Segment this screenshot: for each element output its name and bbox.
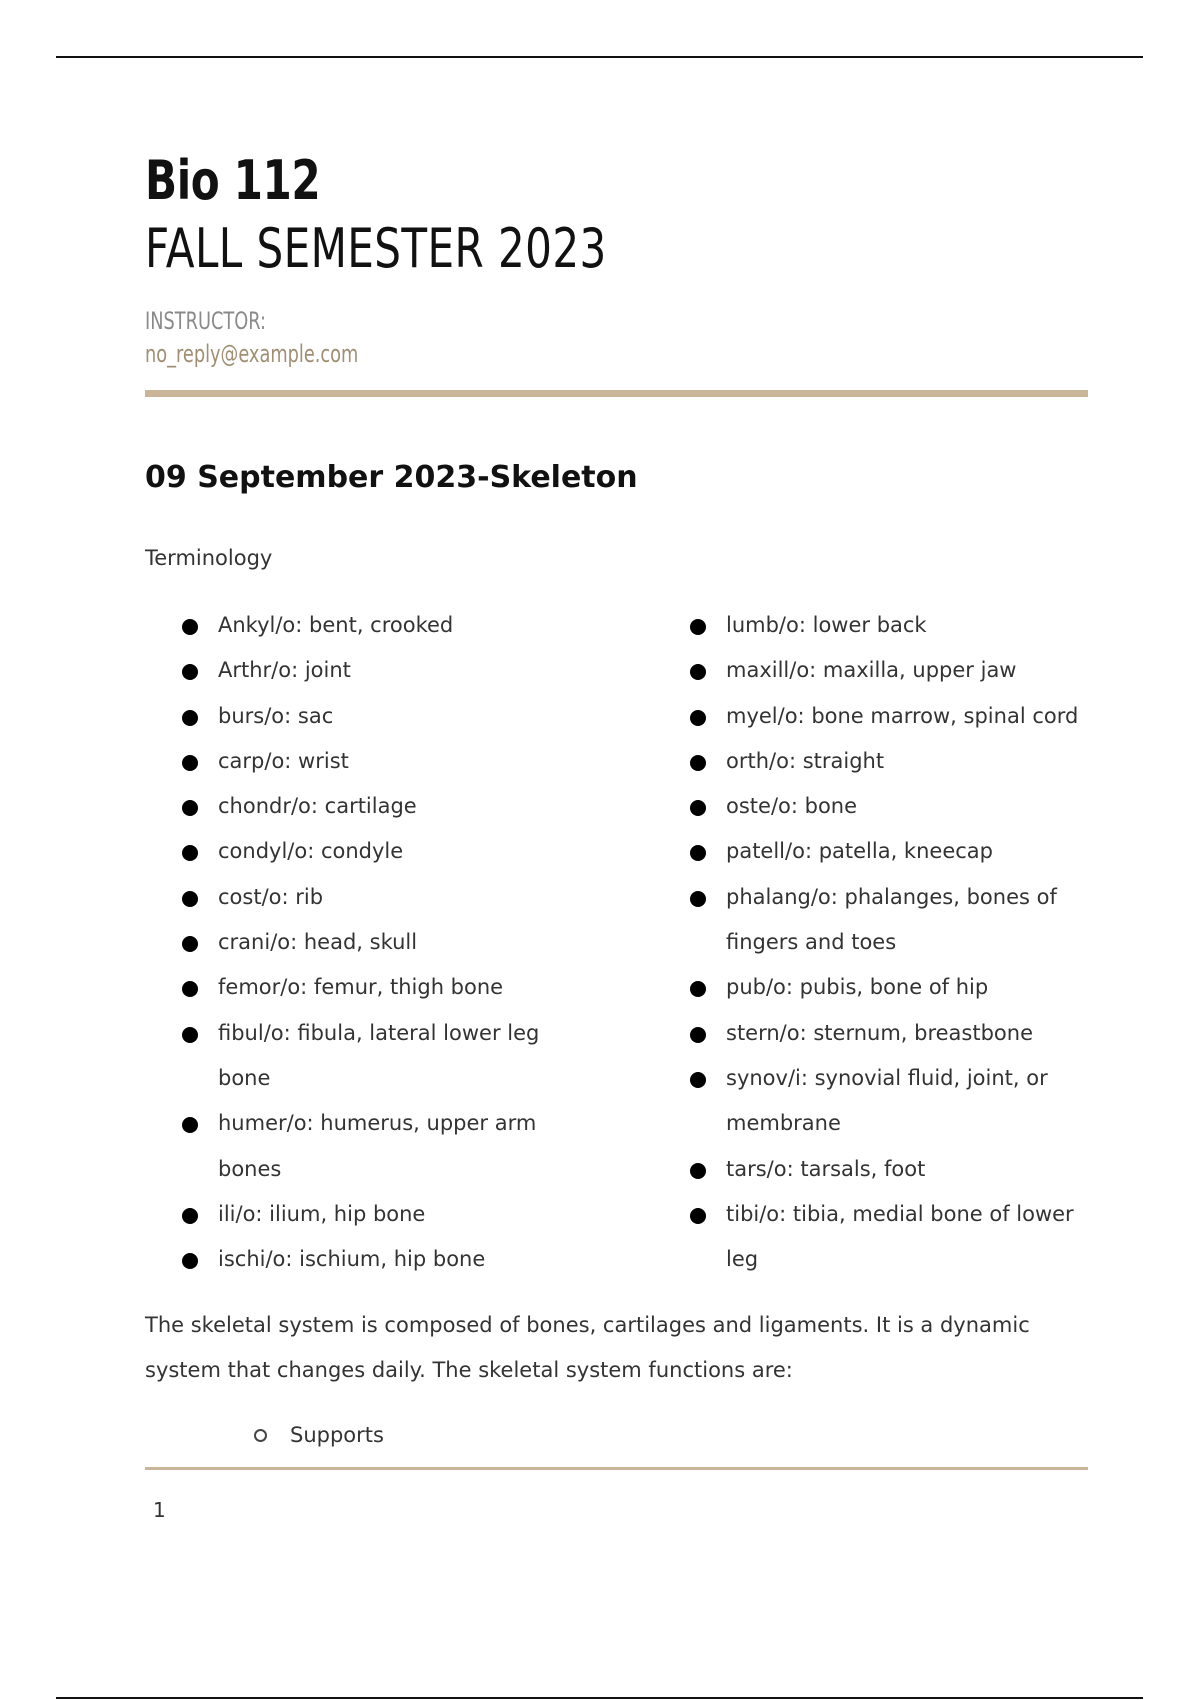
instructor-label: INSTRUCTOR: <box>145 307 266 335</box>
term-text: pub/o: pubis, bone of hip <box>726 975 989 1000</box>
list-item <box>182 784 542 829</box>
term-text: myel/o: bone marrow, spinal cord <box>726 703 1079 728</box>
skeletal-system-paragraph: The skeletal system is composed of bones, cartilages and ligaments. It is a dynamic system that changes daily. The skeletal system functions are: <box>145 1313 1030 1382</box>
bullet-icon <box>690 755 706 771</box>
instructor-block <box>145 305 358 371</box>
list-item <box>182 1101 542 1192</box>
list-item <box>254 1413 384 1458</box>
term-text: tars/o: tarsals, foot <box>726 1156 926 1181</box>
bullet-icon <box>690 710 706 726</box>
terminology-heading: Terminology <box>145 546 273 570</box>
list-item <box>690 1147 1090 1192</box>
bullet-icon <box>690 891 706 907</box>
bullet-icon <box>690 619 706 635</box>
term-text: ischi/o: ischium, hip bone <box>218 1247 486 1272</box>
bullet-icon <box>182 619 198 635</box>
list-item <box>690 875 1090 966</box>
bullet-icon <box>182 981 198 997</box>
term-text: tibi/o: tibia, medial bone of lower leg <box>726 1201 1074 1272</box>
list-item <box>690 1056 1090 1147</box>
term-text: carp/o: wrist <box>218 748 349 773</box>
footer-accent-rule <box>145 1467 1088 1470</box>
hollow-bullet-icon <box>254 1429 267 1442</box>
bullet-icon <box>690 845 706 861</box>
term-text: synov/i: synovial fluid, joint, or membrane <box>726 1065 1048 1136</box>
bullet-icon <box>182 755 198 771</box>
list-item <box>182 1011 542 1102</box>
list-item <box>182 648 542 693</box>
function-text: Supports <box>290 1423 384 1447</box>
list-item <box>182 1237 542 1282</box>
bullet-icon <box>690 1072 706 1088</box>
term-text: cost/o: rib <box>218 884 324 909</box>
bullet-icon <box>690 1208 706 1224</box>
list-item <box>182 875 542 920</box>
bullet-icon <box>690 1163 706 1179</box>
list-item <box>690 694 1090 739</box>
course-title: Bio 112 <box>145 149 321 212</box>
term-text: femor/o: femur, thigh bone <box>218 975 504 1000</box>
term-text: stern/o: sternum, breastbone <box>726 1020 1034 1045</box>
term-text: condyl/o: condyle <box>218 839 404 864</box>
terminology-list-left <box>182 603 542 1282</box>
list-item <box>182 603 542 648</box>
list-item <box>182 920 542 965</box>
list-item <box>690 603 1090 648</box>
bullet-icon <box>690 1027 706 1043</box>
page-number: 1 <box>153 1498 166 1522</box>
list-item <box>690 784 1090 829</box>
list-item <box>690 1192 1090 1283</box>
term-text: orth/o: straight <box>726 748 885 773</box>
semester-title: FALL SEMESTER 2023 <box>145 217 607 280</box>
list-item <box>690 965 1090 1010</box>
list-item <box>182 829 542 874</box>
term-text: oste/o: bone <box>726 794 858 819</box>
term-text: burs/o: sac <box>218 703 334 728</box>
list-item <box>690 648 1090 693</box>
list-item <box>182 694 542 739</box>
header-accent-rule <box>145 390 1088 397</box>
bullet-icon <box>182 710 198 726</box>
page-bottom-rule <box>56 1697 1143 1699</box>
bullet-icon <box>182 936 198 952</box>
bullet-icon <box>182 891 198 907</box>
list-item <box>182 965 542 1010</box>
list-item <box>690 829 1090 874</box>
list-item <box>182 739 542 784</box>
term-text: Ankyl/o: bent, crooked <box>218 613 454 637</box>
list-item <box>182 1192 542 1237</box>
bullet-icon <box>182 1253 198 1269</box>
bullet-icon <box>182 1117 198 1133</box>
list-item <box>690 1011 1090 1056</box>
term-text: Arthr/o: joint <box>218 658 351 683</box>
document-title <box>145 148 607 284</box>
term-text: patell/o: patella, kneecap <box>726 839 993 864</box>
section-heading: 09 September 2023-Skeleton <box>145 460 638 495</box>
instructor-email: no_reply@example.com <box>145 340 359 368</box>
functions-list <box>254 1413 384 1458</box>
term-text: chondr/o: cartilage <box>218 794 417 819</box>
bullet-icon <box>182 800 198 816</box>
term-text: crani/o: head, skull <box>218 930 418 955</box>
terminology-list-right <box>690 603 1090 1282</box>
bullet-icon <box>182 845 198 861</box>
term-text: ili/o: ilium, hip bone <box>218 1201 426 1226</box>
list-item <box>690 739 1090 784</box>
bullet-icon <box>182 1208 198 1224</box>
term-text: maxill/o: maxilla, upper jaw <box>726 658 1017 683</box>
term-text: phalang/o: phalanges, bones of fingers and toes <box>726 884 1057 955</box>
term-text: fibul/o: fibula, lateral lower leg bone <box>218 1020 540 1090</box>
bullet-icon <box>182 1027 198 1043</box>
term-text: humer/o: humerus, upper arm bones <box>218 1111 537 1181</box>
term-text: lumb/o: lower back <box>726 613 927 637</box>
bullet-icon <box>182 664 198 680</box>
bullet-icon <box>690 981 706 997</box>
bullet-icon <box>690 664 706 680</box>
page-top-rule <box>56 56 1143 58</box>
bullet-icon <box>690 800 706 816</box>
